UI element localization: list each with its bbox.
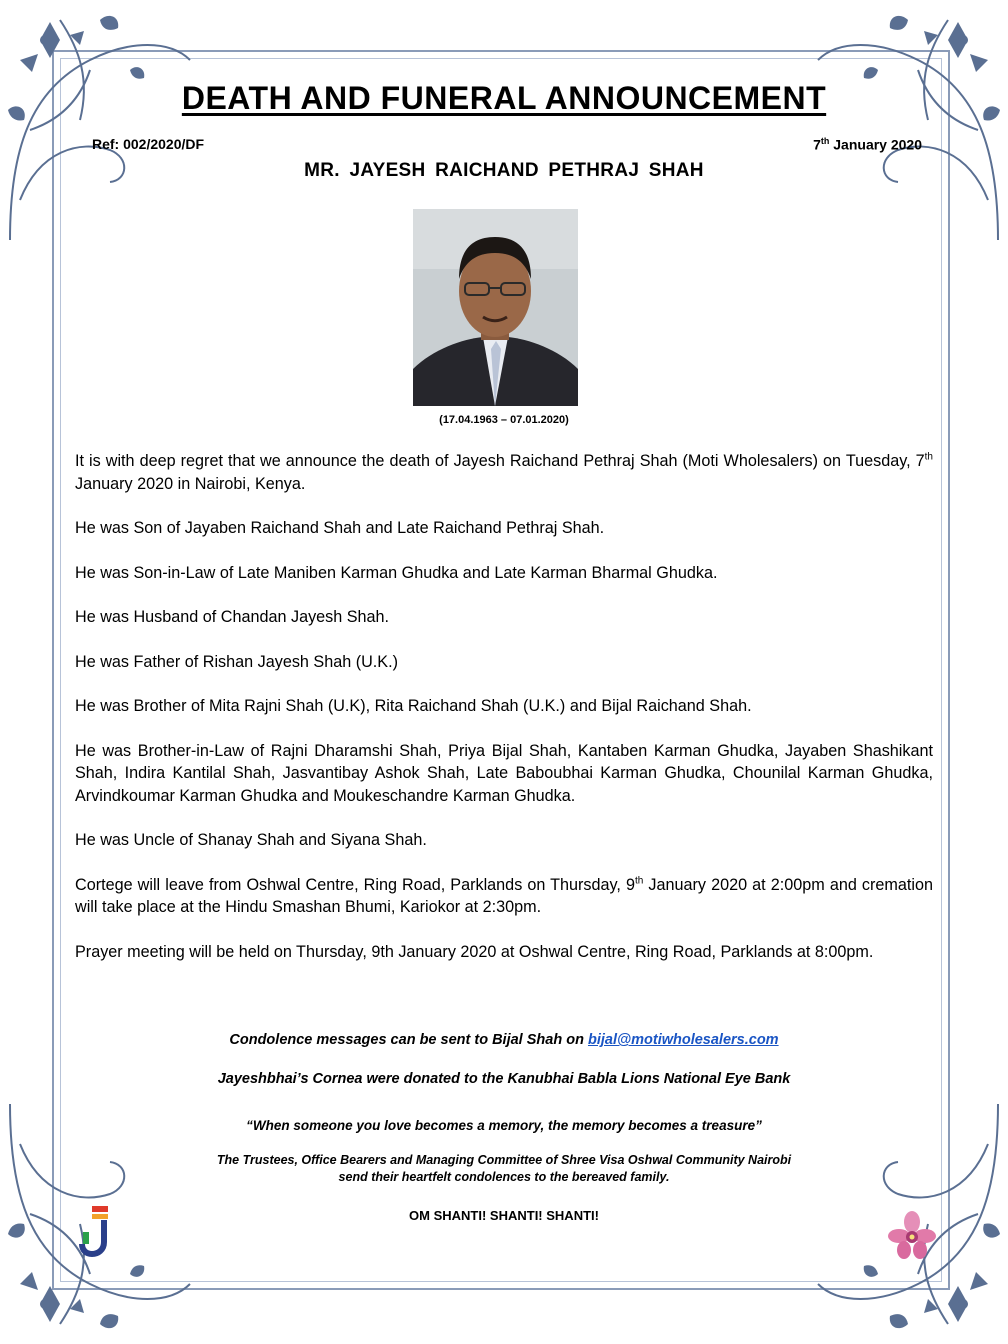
paragraph-in-laws: He was Son-in-Law of Late Maniben Karman Ghudka and Late Karman Bharmal Ghudka. [75, 563, 718, 582]
announcement-date: 7th January 2020 [813, 136, 922, 153]
condolence-email-link[interactable]: bijal@motiwholesalers.com [587, 1032, 779, 1048]
page-title: DEATH AND FUNERAL ANNOUNCEMENT [181, 80, 827, 116]
paragraph-prayer-meeting: Prayer meeting will be held on Thursday, 9th January 2020 at Oshwal Centre, Ring Road, Parklands at 8:00pm. [75, 942, 874, 961]
community-logo-icon [78, 1204, 118, 1258]
reference-number: Ref: 002/2020/DF [92, 136, 205, 152]
portrait-photo-icon [413, 209, 578, 406]
pink-orchid-icon [888, 1210, 936, 1260]
memorial-quote: “When someone you love becomes a memory, the memory becomes a treasure” [246, 1118, 762, 1133]
paragraph-death: It is with deep regret that we announce the death of Jayesh Raichand Pethraj Shah (Moti Wholesalers) on Tuesday, 7th January 2020 in Nairobi, Kenya. [75, 451, 933, 493]
deceased-name: MR. JAYESH RAICHAND PETHRAJ SHAH [304, 160, 704, 181]
om-shanti: OM SHANTI! SHANTI! SHANTI! [409, 1208, 599, 1223]
paragraph-parents: He was Son of Jayaben Raichand Shah and Late Raichand Pethraj Shah. [75, 519, 605, 537]
paragraph-cortege: Cortege will leave from Oshwal Centre, Ring Road, Parklands on Thursday, 9th January 2020 at 2:00pm and cremation will take place at the Hindu Smashan Bhumi, Kariokor at 2:30pm. [75, 875, 933, 916]
paragraph-siblings: He was Brother of Mita Rajni Shah (U.K), Rita Raichand Shah (U.K.) and Bijal Raichand Shah. [75, 697, 752, 715]
corner-ornament-top-right-icon [808, 0, 1008, 250]
trustees-condolence [0, 1152, 1008, 1186]
life-dates: (17.04.1963 – 07.01.2020) [439, 414, 569, 426]
trustees-line-2: send their heartfelt condolences to the bereaved family. [338, 1170, 670, 1184]
corner-ornament-top-left-icon [0, 0, 200, 250]
announcement-body [75, 450, 933, 985]
condolence-line: Condolence messages can be sent to Bijal Shah on bijal@motiwholesalers.com [229, 1032, 779, 1048]
cornea-donation-note: Jayeshbhai’s Cornea were donated to the Kanubhai Babla Lions National Eye Bank [217, 1071, 791, 1087]
paragraph-spouse: He was Husband of Chandan Jayesh Shah. [75, 608, 390, 626]
paragraph-siblings-in-law: He was Brother-in-Law of Rajni Dharamshi Shah, Priya Bijal Shah, Kantaben Karman Ghudka, Jayaben Shashikant Shah, Indira Kantilal Shah, Jasvantibay Ashok Shah, Late Baboubhai Karman Ghudka, Chounilal Karman Ghudka, Arvindkoumar Karman Ghudka and Moukeschandre Karman Ghudka. [75, 741, 933, 805]
paragraph-nephews: He was Uncle of Shanay Shah and Siyana Shah. [75, 831, 427, 849]
trustees-line-1: The Trustees, Office Bearers and Managing Committee of Shree Visa Oshwal Community Nairobi [216, 1153, 792, 1167]
paragraph-children: He was Father of Rishan Jayesh Shah (U.K.) [75, 652, 398, 671]
